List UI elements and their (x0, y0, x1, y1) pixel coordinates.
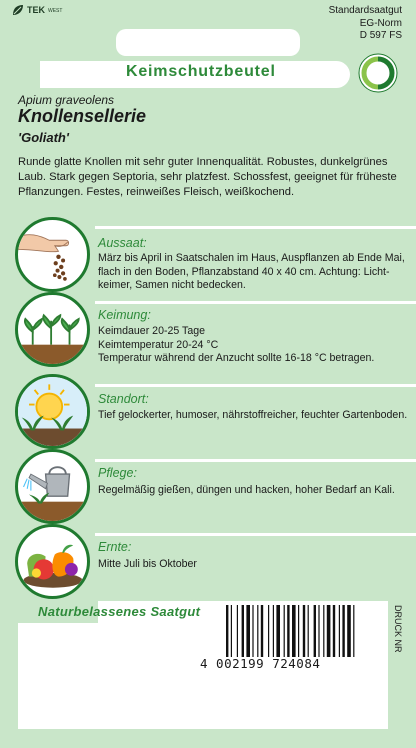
section-title-ernte: Ernte: (98, 540, 132, 554)
section-title-keimung: Keimung: (98, 308, 151, 322)
text-line: Mitte Juli bis Oktober (98, 558, 197, 570)
banner-title: Keimschutzbeutel (126, 63, 276, 80)
text-line: Regelmäßig gießen, düngen und hacken, hoher Bedarf an Kali. (98, 484, 395, 496)
text-line: Keimtemperatur 20-24 °C (98, 338, 219, 351)
variety-name: 'Goliath' (18, 130, 69, 145)
sun-plant-icon (15, 374, 90, 449)
green-dot-recycling-icon (358, 53, 398, 93)
latin-name: Apium graveolens (18, 93, 115, 107)
std-line: D 597 FS (359, 30, 402, 41)
section-text-aussaat (98, 252, 410, 293)
section-text-ernte (98, 558, 410, 572)
vegetables-icon (15, 524, 90, 599)
watering-can-icon (15, 449, 90, 524)
text-line: Temperatur während der Anzucht sollte 16-18 °C betragen. (98, 352, 375, 365)
barcode (226, 605, 384, 657)
brand-name: TEK (27, 5, 45, 15)
std-line: Standardsaatgut (328, 5, 402, 16)
text-line: keimer, Samen nicht bedecken. (98, 279, 246, 292)
section-divider (95, 459, 416, 462)
section-text-keimung (98, 325, 410, 366)
footer-slogan: Naturbelassenes Saatgut (38, 604, 201, 619)
section-text-pflege (98, 484, 410, 498)
blank-label-box (116, 29, 300, 56)
print-number-label: DRUCK NR (393, 605, 403, 653)
section-text-standort (98, 409, 410, 423)
brand-sub: WEST (48, 8, 63, 14)
text-line: Tief gelockerter, humoser, nährstoffreicher, feuchter Gartenboden. (98, 409, 408, 421)
std-line: EG-Norm (359, 17, 402, 29)
text-line: flach in den Boden, Pflanzabstand 40 x 40 cm. Achtung: Licht- (98, 265, 390, 278)
section-title-aussaat: Aussaat: (98, 236, 147, 250)
section-divider (95, 226, 416, 229)
sowing-hand-icon (15, 217, 90, 292)
product-name: Knollensellerie (18, 106, 147, 126)
section-divider (95, 533, 416, 536)
section-title-standort: Standort: (98, 392, 149, 406)
text-line: Keimdauer 20-25 Tage (98, 325, 205, 337)
text-line: März bis April in Saatschalen im Haus, Auspflanzen ab Ende Mai, (98, 252, 405, 264)
product-description: Runde glatte Knollen mit sehr guter Innenqualität. Robustes, dunkelgrünes Laub. Stark gegen Septoria, sehr platzfest. Schossfest, geeignet für früheste Pflanzungen. Festes, reinweißes Fleisch, weißkochend. (18, 156, 397, 198)
section-divider (95, 301, 416, 304)
section-divider (95, 384, 416, 387)
section-title-pflege: Pflege: (98, 466, 137, 480)
leaf-icon (12, 4, 24, 16)
brand-logo (12, 4, 62, 16)
standard-info (329, 5, 402, 43)
seedlings-icon (15, 292, 90, 367)
barcode-number: 4 002199 724084 (200, 656, 321, 671)
